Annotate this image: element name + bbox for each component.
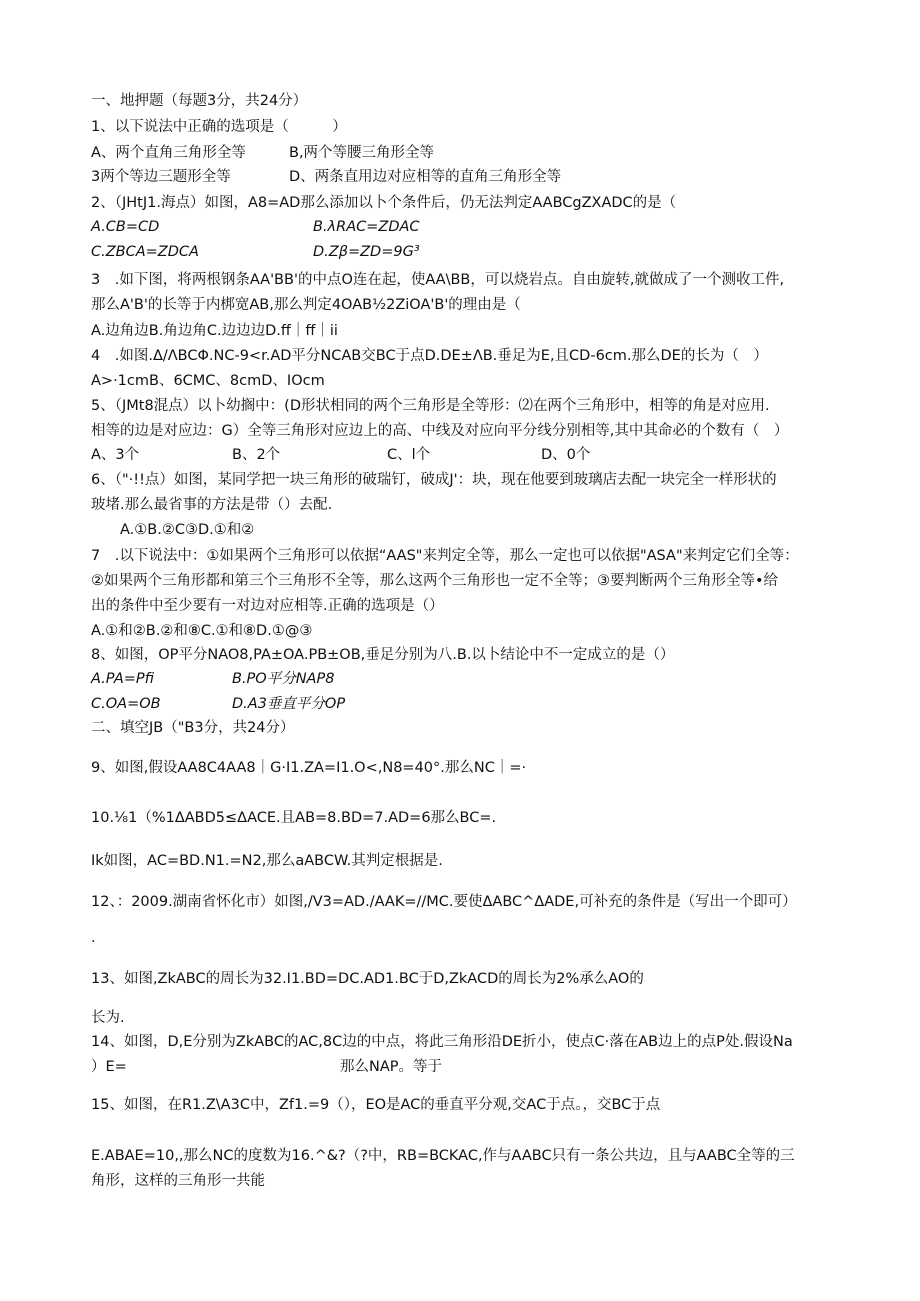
question-12: 12、：2009.湖南省怀化市）如图,∕V3=AD.∕AAK=//MC.要使ΔABC^ΔADE,可补充的条件是（写出一个即可）: [91, 894, 797, 910]
question-11: Ik如图，AC=BD.N1.=N2,那么aABCW.其判定根据是.: [91, 853, 443, 869]
q4-options: A>·1cmB、6CMC、8cmD、IOcm: [91, 373, 325, 389]
question-4: 4 .如图.Δ∕ΛBCΦ.NC-9<r.AD平分NCAB交BC于点D.DE±ΛB.垂足为E,且CD-6cm.那么DE的长为（ ）: [91, 348, 768, 364]
question-7-line-3: 出的条件中至少要有一对边对应相等.正确的选项是（）: [91, 598, 444, 614]
question-10: 10.⅛1（%1ΔABD5≤ΔACE.且AB=8.BD=7.AD=6那么BC=.: [91, 810, 497, 826]
question-1: 1、以下说法中正确的选项是（ ）: [91, 119, 347, 135]
q8-options-row-1: A.PA=Pfi B.PO平分NAP8: [91, 671, 335, 687]
question-16-line-1: E.ABAE=10,,那么NC的度数为16.^&?（?中，RB=BCKAC,作与AABC只有一条公共边，且与AABC全等的三: [91, 1148, 795, 1164]
q8-options-row-2: C.OA=OB D.A3垂直平分OP: [91, 696, 346, 712]
q6-options: A.①B.②C③D.①和②: [91, 522, 255, 538]
q2-options-row-2: C.ZBCA=ZDCA D.Zβ=ZD=9G³: [91, 244, 420, 260]
q2-options-row-1: A.CB=CD B.λRAC=ZDAC: [91, 219, 420, 235]
question-13-line-2: 长为.: [91, 1010, 125, 1026]
q5-options: A、3个 B、2个 C、l个 D、0个: [91, 447, 591, 463]
section-title-2: 二、填空JB（"B3分，共24分）: [91, 720, 295, 736]
question-3-line-1: 3 .如下图，将两根钢条AA'BB'的中点O连在起，使AA\BB，可以烧岩点。自由旋转,就做成了一个测收工件,: [91, 272, 785, 288]
question-13-line-1: 13、如图,ZkABC的周长为32.I1.BD=DC.AD1.BC于D,ZkACD的周长为2%承么AO的: [91, 971, 644, 987]
question-15: 15、如图，在R1.Z\A3C中，Zf1.=9（），EO是AC的垂直平分观,交AC于点。，交BC于点: [91, 1097, 661, 1113]
question-3-line-2: 那么A'B'的长等于内梆宽AB,那么判定4OAB½2ZiOA'B'的理由是（: [91, 297, 521, 313]
question-6-line-2: 玻堵.那么最省事的方法是带（）去配.: [91, 497, 333, 513]
q1-options-row-2: 3两个等边三题形全等 D、两条直用边对应相等的直角三角形全等: [91, 169, 562, 185]
question-6-line-1: 6、（"·!!点）如图，某同学把一块三角形的破瑞钉，破成J'：块，现在他要到玻璃店去配一块完全一样形状的: [91, 472, 777, 488]
question-8: 8、如图，OP平分NAO8,PA±OA.PB±OB,垂足分别为八.B.以卜结论中不一定成立的是（）: [91, 647, 675, 663]
question-5-line-1: 5、（JMt8混点）以卜幼搁中：(D形状相同的两个三角形是全等形：⑵在两个三角形中，相等的角是对应用.: [91, 398, 770, 414]
question-14-line-2: ）E= 那么NAP。等于: [91, 1059, 443, 1075]
question-9: 9、如图,假设AA8C4AA8｜G·I1.ZA=I1.O<,N8=40°.那么NC｜=·: [91, 760, 527, 776]
section-title-1: 一、地押题（每题3分，共24分）: [91, 93, 308, 109]
question-5-line-2: 相等的边是对应边：G）全等三角形对应边上的高、中线及对应向平分线分别相等,其中其命必的个数有（ ）: [91, 423, 789, 439]
question-7-line-1: 7 .以下说法中：①如果两个三角形可以依据“AAS"来判定全等，那么一定也可以依据"ASA"来判定它们全等：: [91, 548, 799, 564]
question-16-line-2: 角形，这样的三角形一共能: [91, 1173, 265, 1189]
question-7-line-2: ②如果两个三角形都和第三个三角形不全等，那么这两个三角形也一定不全等；③要判断两个三角形全等•给: [91, 573, 779, 589]
q7-options: A.①和②B.②和⑧C.①和⑧D.①@③: [91, 623, 313, 639]
question-12-end: .: [91, 930, 96, 946]
question-14-line-1: 14、如图，D,E分别为ZkABC的AC,8C边的中点，将此三角形沿DE折小，使点C·落在AB边上的点P处.假设Na: [91, 1034, 793, 1050]
q1-options-row-1: A、两个直角三角形全等 B,两个等腰三角形全等: [91, 145, 435, 161]
q3-options: A.边角边B.角边角C.边边边D.ff｜ff｜ii: [91, 323, 338, 339]
question-2: 2、（JHtJ1.海点）如图，A8=AD那么添加以卜个条件后，仍无法判定AABCgZXADC的是（: [91, 195, 677, 211]
